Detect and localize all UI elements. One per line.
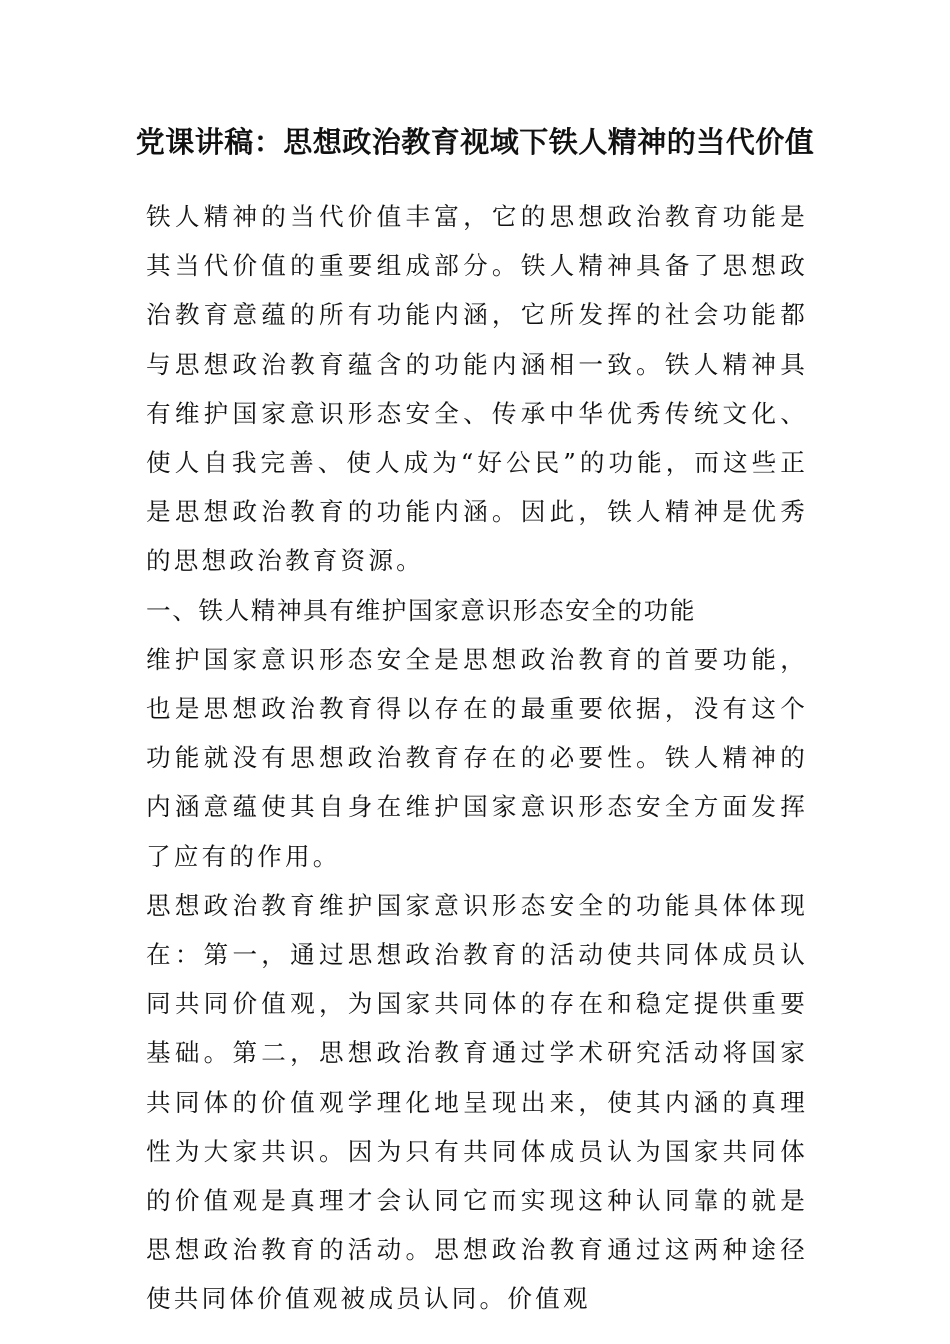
section-heading-1: 一、铁人精神具有维护国家意识形态安全的功能 [146,595,697,625]
document-title: 党课讲稿：思想政治教育视域下铁人精神的当代价值 [135,125,815,159]
section-1-paragraph-1: 维护国家意识形态安全是思想政治教育的首要功能，也是思想政治教育得以存在的最重要依据，没有这个功能就没有思想政治教育存在的必要性。铁人精神的内涵意蕴使其自身在维护国家意识形态安全方面发挥了应有的作用。 [146,644,808,871]
intro-paragraph: 铁人精神的当代价值丰富，它的思想政治教育功能是其当代价值的重要组成部分。铁人精神具备了思想政治教育意蕴的所有功能内涵，它所发挥的社会功能都与思想政治教育蕴含的功能内涵相一致。铁人精神具有维护国家意识形态安全、传承中华优秀传统文化、使人自我完善、使人成为“好公民”的功能，而这些正是思想政治教育的功能内涵。因此，铁人精神是优秀的思想政治教育资源。 [146,202,808,576]
document-body [146,192,808,1324]
section-1-paragraph-2: 思想政治教育维护国家意识形态安全的功能具体体现在：第一，通过思想政治教育的活动使共同体成员认同共同价值观，为国家共同体的存在和稳定提供重要基础。第二，思想政治教育通过学术研究活动将国家共同体的价值观学理化地呈现出来，使其内涵的真理性为大家共识。因为只有共同体成员认为国家共同体的价值观是真理才会认同它而实现这种认同靠的就是思想政治教育的活动。思想政治教育通过这两种途径使共同体价值观被成员认同。价值观 [146,890,808,1314]
